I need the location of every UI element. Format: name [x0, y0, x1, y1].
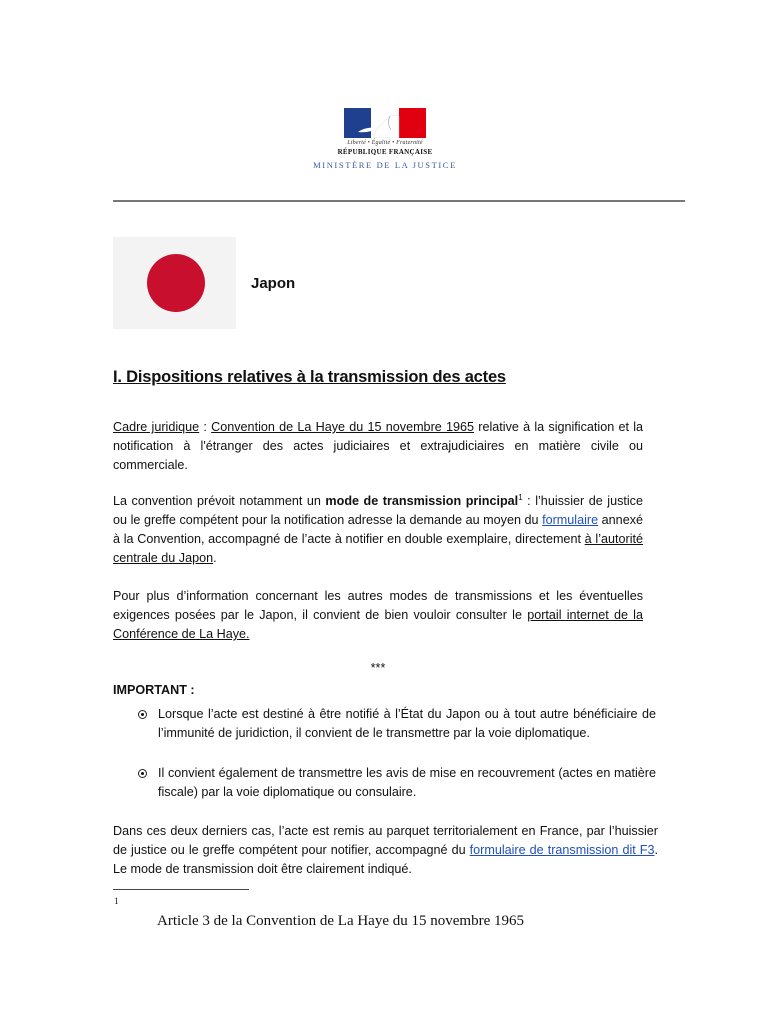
final-text-2: . Le mode de transmission doit être clairement indiqué.	[113, 843, 658, 876]
footnote-text: Article 3 de la Convention de La Haye du 15 novembre 1965	[157, 913, 524, 929]
separator-stars: ***	[370, 661, 386, 675]
conv-bold: mode de transmission principal	[325, 494, 519, 508]
info-text: Pour plus d’information concernant les autres modes de transmissions et les éventuelles exigences posées par le Japon, il convient de bien vouloir consulter le	[113, 589, 643, 622]
japan-flag-icon	[113, 237, 236, 329]
country-name: Japon	[251, 275, 296, 292]
footnote-divider	[113, 889, 249, 890]
marianne-logo-icon	[344, 108, 426, 138]
bullet-icon	[138, 710, 147, 719]
footnote-number: 1	[114, 896, 119, 906]
logo-republique: RÉPUBLIQUE FRANÇAISE	[337, 148, 433, 156]
final-paragraph	[113, 822, 658, 879]
conv-text-3: annexé à la Convention, accompagné de l’acte à notifier en double exemplaire, directement	[113, 513, 643, 546]
header-divider	[113, 200, 685, 202]
logo-motto: Liberté • Égalité • Fraternité	[347, 140, 423, 146]
important-heading: IMPORTANT :	[113, 683, 195, 697]
cadre-paragraph	[113, 418, 643, 475]
convention-paragraph	[113, 492, 643, 568]
cadre-rest: relative à la signification et la notification à l'étranger des actes judiciaires et extrajudiciaires en matière civile ou commerciale.	[113, 420, 644, 472]
final-text-1: Dans ces deux derniers cas, l’acte est remis au parquet territorialement en France, par l’huissier de justice ou le greffe compétent pour notifier, accompagné du	[113, 824, 658, 857]
formulaire-f3-link[interactable]: formulaire de transmission dit F3	[469, 843, 655, 857]
convention-reference: Convention de La Haye du 15 novembre 1965	[211, 420, 475, 434]
cadre-sep: :	[199, 420, 212, 434]
ministry-logo	[300, 108, 470, 170]
conv-text-4: .	[213, 551, 217, 565]
footnote-ref[interactable]: 1	[518, 492, 523, 502]
bullet-icon	[138, 769, 147, 778]
formulaire-link[interactable]: formulaire	[542, 513, 599, 527]
flag-sun-disc	[147, 254, 205, 312]
logo-ministere: MINISTÈRE DE LA JUSTICE	[313, 160, 457, 170]
info-paragraph	[113, 587, 643, 644]
autorite-centrale-link[interactable]: à l’autorité centrale du Japon	[113, 532, 643, 565]
list-item: Lorsque l’acte est destiné à être notifié à l’État du Japon ou à tout autre bénéficiaire de l’immunité de juridiction, il convient de le transmettre par la voie diplomatique.	[158, 707, 656, 740]
cadre-label: Cadre juridique	[113, 420, 200, 434]
conv-text-1: La convention prévoit notamment un	[113, 494, 326, 508]
list-item: Il convient également de transmettre les avis de mise en recouvrement (actes en matière fiscale) par la voie diplomatique ou consulaire.	[158, 766, 656, 799]
section-title: I. Dispositions relatives à la transmission des actes	[113, 368, 506, 386]
conv-text-2: : l’huissier de justice ou le greffe compétent pour la notification adresse la demande au moyen du	[113, 494, 643, 527]
hcch-portal-link[interactable]: portail internet de la Conférence de La Haye.	[113, 608, 643, 641]
